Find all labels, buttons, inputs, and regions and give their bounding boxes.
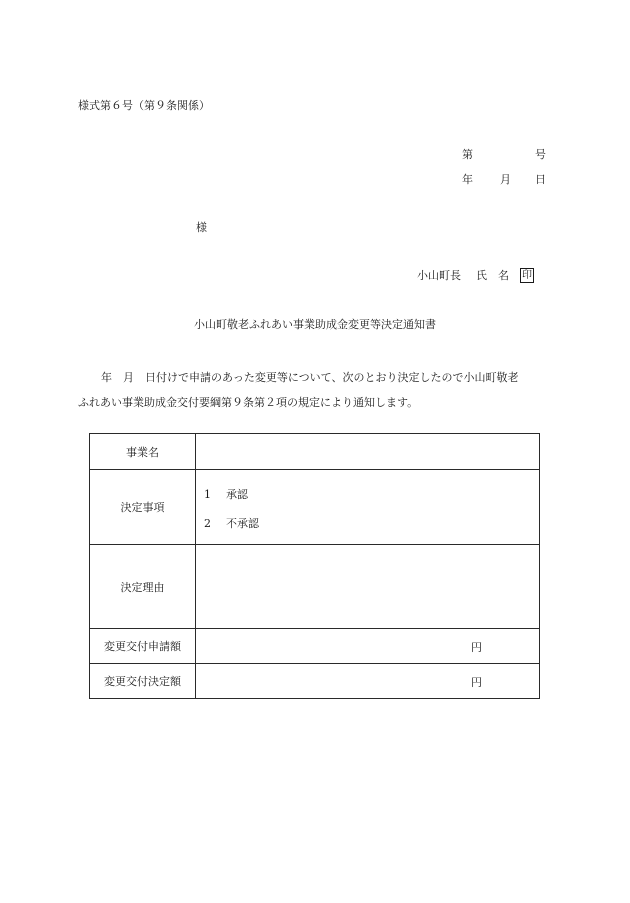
doc-number-suffix: 号 [535,148,546,161]
date-month-label: 月 [500,173,511,186]
issuer [417,269,509,283]
table-row-reason [90,545,540,629]
decision-option-approve[interactable] [204,486,248,502]
requested-amount-label: 変更交付申請額 [90,629,196,664]
decided-amount-label: 変更交付決定額 [90,664,196,699]
issuer-name-label: 氏 名 [476,269,509,282]
document-title: 小山町敬老ふれあい事業助成金変更等決定通知書 [194,318,436,331]
requested-amount-unit: 円 [471,641,482,654]
option-number: 2 [204,517,211,530]
option-text: 承認 [226,488,248,501]
decision-option-reject[interactable] [204,515,259,531]
table-row-requested-amount [90,629,540,664]
table-row-project-name [90,434,540,470]
requested-amount-field[interactable] [196,629,540,664]
reason-field[interactable] [196,545,540,629]
table-row-decision [90,470,540,545]
doc-number-label: 第 [462,148,473,161]
decision-table [89,433,540,699]
decision-label: 決定事項 [90,470,196,545]
body-text [78,365,548,415]
decided-amount-unit: 円 [471,676,482,689]
date-day-label: 日 [535,173,546,186]
option-number: 1 [204,488,211,501]
project-name-field[interactable] [196,434,540,470]
date-year-label: 年 [462,173,473,186]
table-row-decided-amount [90,664,540,699]
decision-options [196,470,540,545]
seal-mark: 印 [522,270,532,281]
body-line-1: 年 月 日付けで申請のあった変更等について、次のとおり決定したので小山町敬老 [101,371,519,384]
body-line-2: ふれあい事業助成金交付要綱第９条第２項の規定により通知します。 [78,396,419,409]
issuer-title: 小山町長 [417,269,461,282]
option-text: 不承認 [226,517,259,530]
project-name-label: 事業名 [90,434,196,470]
form-number: 様式第６号（第９条関係） [78,99,210,112]
decided-amount-field[interactable] [196,664,540,699]
reason-label: 決定理由 [90,545,196,629]
addressee-honorific: 様 [196,221,207,234]
